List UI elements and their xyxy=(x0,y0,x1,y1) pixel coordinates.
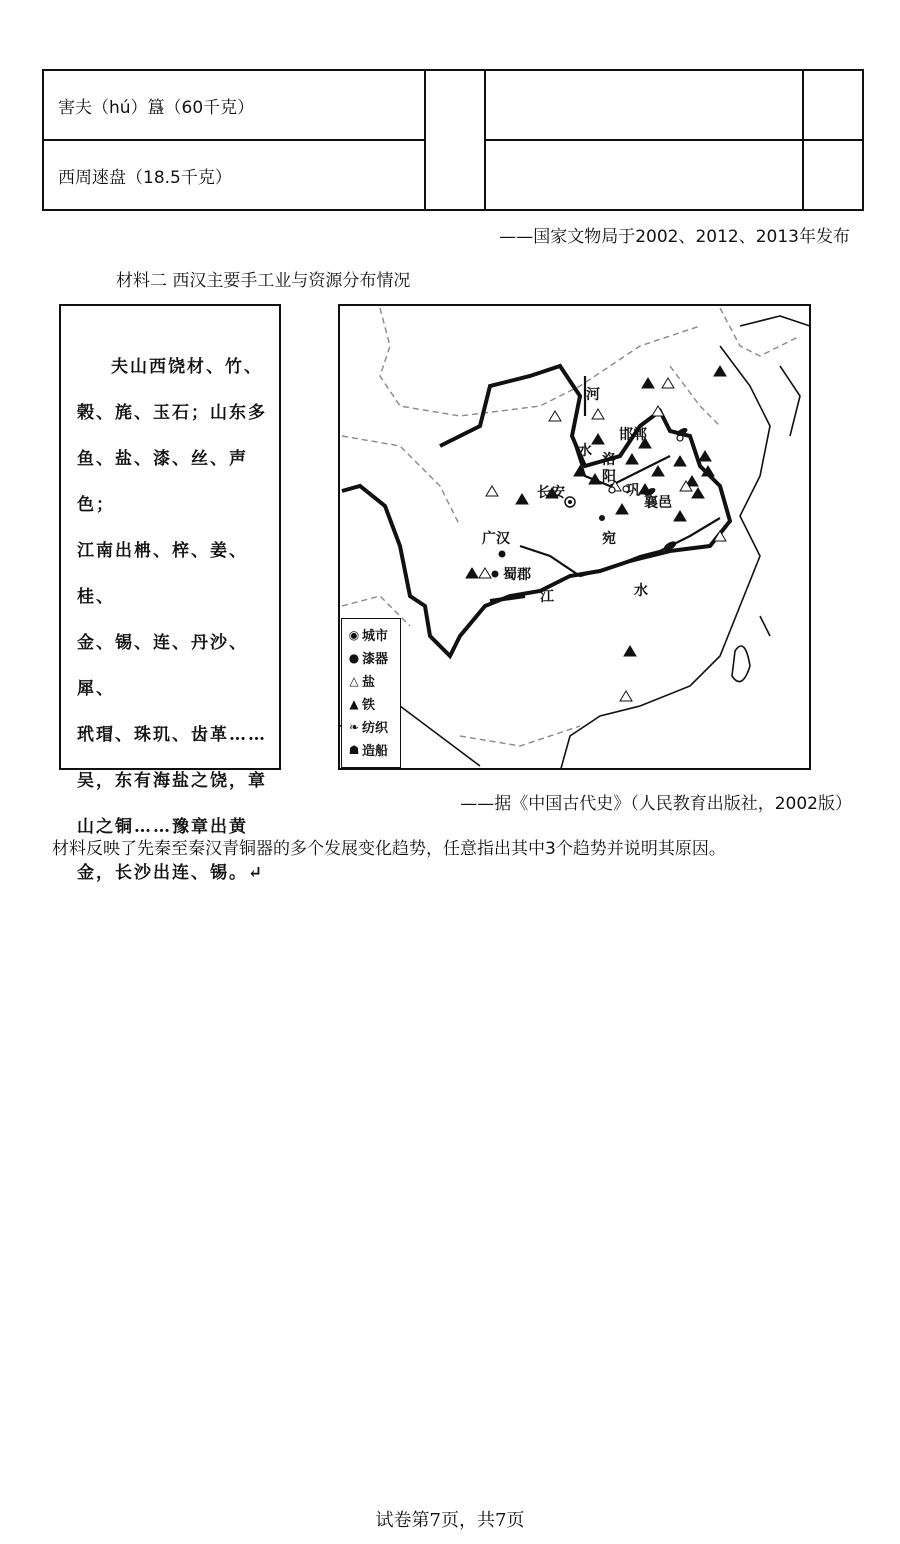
salt-icon xyxy=(592,409,604,419)
salt-icon xyxy=(479,568,491,578)
map-drawing xyxy=(340,306,811,770)
map-label: 蜀郡 xyxy=(503,567,531,583)
page-footer: 试卷第7页，共7页 xyxy=(375,1510,525,1531)
textile-icon: ❧ xyxy=(348,719,360,734)
iron-icon xyxy=(616,504,628,514)
salt-icon: △ xyxy=(349,673,359,688)
legend-item: ◉ 城市 xyxy=(346,623,400,646)
question-text: 材料反映了先秦至秦汉青铜器的多个发展变化趋势，任意指出其中3个趋势并说明其原因。 xyxy=(52,839,726,859)
material-2-title: 材料二 西汉主要手工业与资源分布情况 xyxy=(116,271,411,291)
iron-icon xyxy=(674,511,686,521)
city-icon: ◉ xyxy=(348,627,360,642)
quote-line: 鱼、盐、漆、丝、声色； xyxy=(77,449,248,515)
iron-icon xyxy=(674,456,686,466)
salt-icon xyxy=(620,691,632,701)
map-label: 阳 xyxy=(602,469,616,485)
artifact-name: 害夫（hú）簋（60千克） xyxy=(43,70,425,140)
legend-item: ▲ 铁 xyxy=(346,692,400,715)
iron-icon xyxy=(592,434,604,444)
iron-icon xyxy=(692,488,704,498)
legend-item: ☗ 造船 xyxy=(346,738,400,761)
han-map xyxy=(338,304,811,770)
map-label: 水 xyxy=(634,583,648,599)
iron-icon xyxy=(699,451,711,461)
lacquer-icon: ● xyxy=(348,650,360,665)
salt-icon xyxy=(662,378,674,388)
map-label: 襄邑 xyxy=(644,495,672,511)
salt-icon xyxy=(549,411,561,421)
iron-icon: ▲ xyxy=(349,696,359,711)
map-label: 河 xyxy=(586,387,600,403)
map-label: 邯郸 xyxy=(619,427,647,443)
quote-line: 玳瑁、珠玑、齿革…… xyxy=(77,725,267,745)
artifact-table xyxy=(42,69,864,211)
empty-cell xyxy=(803,140,863,210)
map-label: 水 xyxy=(578,443,592,459)
iron-icon xyxy=(652,466,664,476)
source-citation-1: ——国家文物局于2002、2012、2013年发布 xyxy=(499,227,850,247)
salt-icon xyxy=(486,486,498,496)
empty-cell xyxy=(425,70,485,210)
map-label: 江 xyxy=(540,589,554,605)
map-label: 长安 xyxy=(537,485,565,501)
legend-item: ❧ 纺织 xyxy=(346,715,400,738)
map-legend xyxy=(341,618,401,768)
artifact-name: 西周逨盘（18.5千克） xyxy=(43,140,425,210)
empty-cell xyxy=(485,140,803,210)
quote-line: 金、锡、连、丹沙、犀、 xyxy=(77,633,248,699)
iron-icon xyxy=(642,378,654,388)
iron-icon xyxy=(516,494,528,504)
legend-item: ● 漆器 xyxy=(346,646,400,669)
legend-item: △ 盐 xyxy=(346,669,400,692)
empty-cell xyxy=(485,70,803,140)
iron-icon xyxy=(626,454,638,464)
map-markers xyxy=(466,366,726,656)
table-row xyxy=(43,70,863,140)
map-label: 广汉 xyxy=(482,531,510,547)
shipbuilding-icon: ☗ xyxy=(348,742,360,757)
quote-line: 金，长沙出连、锡。↵ xyxy=(77,863,265,883)
iron-icon xyxy=(714,366,726,376)
lacquer-icon xyxy=(499,551,506,558)
iron-icon xyxy=(466,568,478,578)
quote-box xyxy=(59,304,281,883)
lacquer-icon xyxy=(599,515,605,521)
map-label: 宛 xyxy=(602,531,616,547)
quote-line: 山之铜……豫章出黄 xyxy=(77,817,248,837)
quote-line: 吴，东有海盐之饶，章 xyxy=(77,771,267,791)
empty-cell xyxy=(803,70,863,140)
source-citation-2: ——据《中国古代史》（人民教育出版社，2002版） xyxy=(460,794,852,814)
iron-icon xyxy=(624,646,636,656)
map-label: 巩 xyxy=(626,483,640,499)
quote-line: 榖、旄、玉石；山东多 xyxy=(77,403,267,423)
map-label: 洛 xyxy=(602,452,616,468)
quote-line: 夫山西饶材、竹、 xyxy=(111,357,263,377)
quote-line: 江南出柟、梓、姜、桂、 xyxy=(77,541,248,607)
lacquer-icon xyxy=(492,571,499,578)
